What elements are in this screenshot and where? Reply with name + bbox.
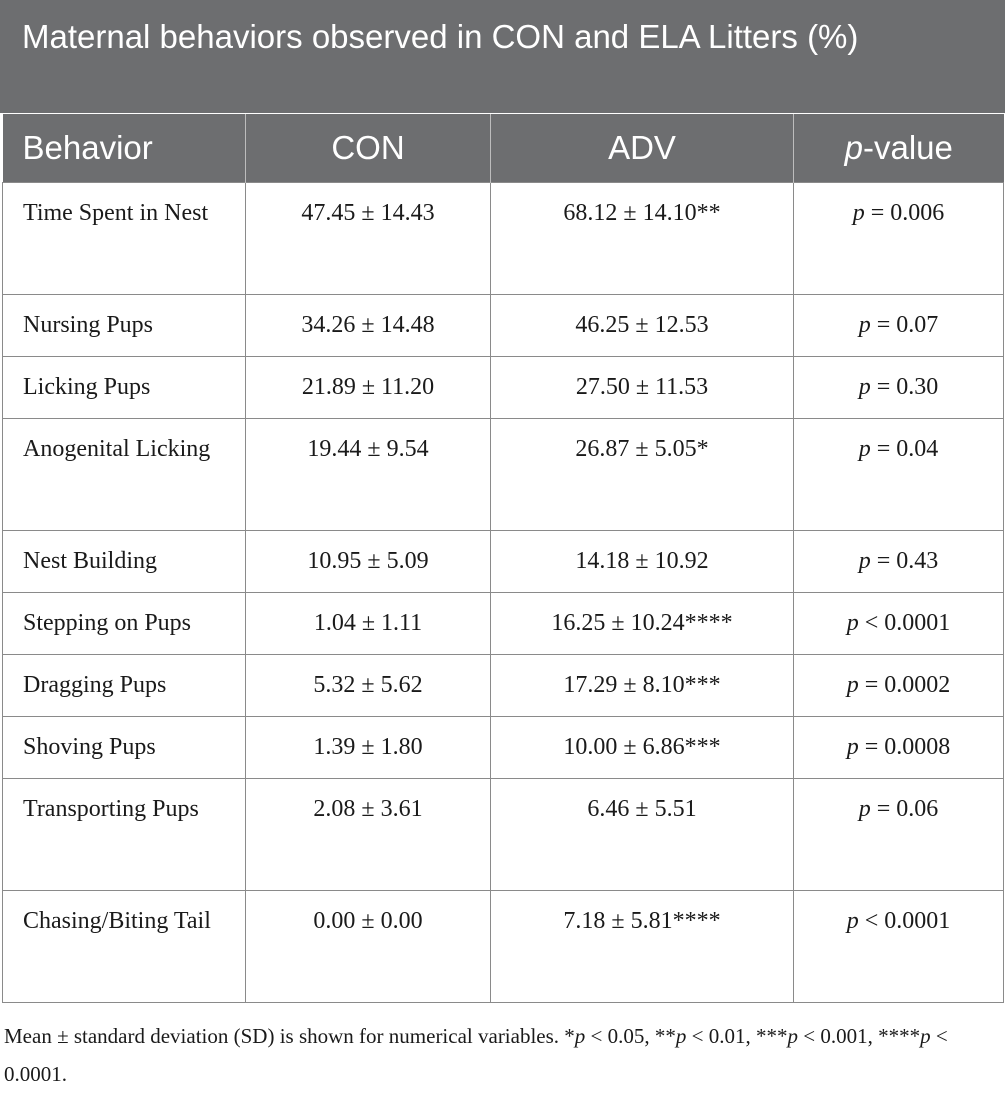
cell-behavior: Transporting Pups xyxy=(3,778,246,890)
header-pvalue-p: p xyxy=(844,128,863,166)
cell-behavior: Anogenital Licking xyxy=(3,418,246,530)
cell-pvalue xyxy=(794,592,1004,654)
header-con: CON xyxy=(246,114,491,182)
cell-adv: 6.46 ± 5.51 xyxy=(491,778,794,890)
cell-pvalue xyxy=(794,356,1004,418)
p-symbol: p xyxy=(852,199,865,226)
cell-adv: 7.18 ± 5.81**** xyxy=(491,890,794,1002)
table-row xyxy=(3,778,1004,890)
p-relation: = 0.30 xyxy=(876,373,939,400)
cell-pvalue xyxy=(794,716,1004,778)
cell-adv: 26.87 ± 5.05* xyxy=(491,418,794,530)
p-symbol: p xyxy=(846,733,859,760)
cell-pvalue xyxy=(794,654,1004,716)
p-symbol: p xyxy=(846,671,859,698)
footnote-p: p xyxy=(675,1023,687,1048)
behavior-table xyxy=(2,114,1004,1003)
p-relation: = 0.07 xyxy=(876,311,939,338)
table-row xyxy=(3,592,1004,654)
header-pvalue-rest: -value xyxy=(862,128,953,166)
cell-behavior: Licking Pups xyxy=(3,356,246,418)
cell-pvalue xyxy=(794,778,1004,890)
cell-behavior: Nest Building xyxy=(3,530,246,592)
cell-behavior: Stepping on Pups xyxy=(3,592,246,654)
footnote-p: p xyxy=(574,1023,586,1048)
cell-con: 19.44 ± 9.54 xyxy=(246,418,491,530)
cell-adv: 10.00 ± 6.86*** xyxy=(491,716,794,778)
p-symbol: p xyxy=(858,435,871,462)
p-relation: = 0.0002 xyxy=(864,671,951,698)
cell-pvalue xyxy=(794,418,1004,530)
p-relation: = 0.04 xyxy=(876,435,939,462)
table-row xyxy=(3,182,1004,294)
table-row xyxy=(3,418,1004,530)
cell-pvalue xyxy=(794,294,1004,356)
p-symbol: p xyxy=(858,373,871,400)
cell-behavior: Time Spent in Nest xyxy=(3,182,246,294)
p-symbol: p xyxy=(846,907,859,934)
cell-behavior: Shoving Pups xyxy=(3,716,246,778)
footnote-lead: Mean ± standard deviation (SD) is shown for numerical variables. * xyxy=(4,1023,575,1048)
cell-con: 1.39 ± 1.80 xyxy=(246,716,491,778)
cell-con: 10.95 ± 5.09 xyxy=(246,530,491,592)
cell-con: 5.32 ± 5.62 xyxy=(246,654,491,716)
cell-pvalue xyxy=(794,182,1004,294)
table-row xyxy=(3,716,1004,778)
cell-adv: 16.25 ± 10.24**** xyxy=(491,592,794,654)
table-row xyxy=(3,294,1004,356)
p-symbol: p xyxy=(858,311,871,338)
table-row xyxy=(3,890,1004,1002)
cell-con: 34.26 ± 14.48 xyxy=(246,294,491,356)
p-relation: < 0.0001 xyxy=(864,907,951,934)
table-title: Maternal behaviors observed in CON and ELA Litters (%) xyxy=(0,0,1005,114)
table-row xyxy=(3,356,1004,418)
footnote-text: < 0.001, **** xyxy=(797,1023,921,1048)
cell-con: 47.45 ± 14.43 xyxy=(246,182,491,294)
footnote-text: < 0.01, *** xyxy=(686,1023,788,1048)
footnote-text: < 0.05, ** xyxy=(585,1023,676,1048)
header-pvalue xyxy=(794,114,1004,182)
p-relation: = 0.43 xyxy=(876,547,939,574)
p-relation: = 0.006 xyxy=(870,199,945,226)
cell-adv: 17.29 ± 8.10*** xyxy=(491,654,794,716)
cell-adv: 27.50 ± 11.53 xyxy=(491,356,794,418)
cell-adv: 14.18 ± 10.92 xyxy=(491,530,794,592)
table-row xyxy=(3,530,1004,592)
p-symbol: p xyxy=(846,609,859,636)
p-relation: < 0.0001 xyxy=(864,609,951,636)
cell-pvalue xyxy=(794,530,1004,592)
p-relation: = 0.06 xyxy=(876,795,939,822)
cell-behavior: Nursing Pups xyxy=(3,294,246,356)
p-relation: = 0.0008 xyxy=(864,733,951,760)
table-footnote xyxy=(0,1017,1000,1093)
header-behavior: Behavior xyxy=(3,114,246,182)
table-row xyxy=(3,654,1004,716)
footnote-p: p xyxy=(787,1023,798,1048)
cell-behavior: Chasing/Biting Tail xyxy=(3,890,246,1002)
cell-con: 0.00 ± 0.00 xyxy=(246,890,491,1002)
footnote-text: < 0.0001. xyxy=(4,1023,948,1086)
cell-adv: 68.12 ± 14.10** xyxy=(491,182,794,294)
cell-con: 2.08 ± 3.61 xyxy=(246,778,491,890)
header-adv: ADV xyxy=(491,114,794,182)
cell-con: 1.04 ± 1.11 xyxy=(246,592,491,654)
footnote-p: p xyxy=(920,1023,931,1048)
p-symbol: p xyxy=(858,547,871,574)
cell-adv: 46.25 ± 12.53 xyxy=(491,294,794,356)
cell-pvalue xyxy=(794,890,1004,1002)
cell-behavior: Dragging Pups xyxy=(3,654,246,716)
p-symbol: p xyxy=(858,795,871,822)
header-row xyxy=(3,114,1004,182)
cell-con: 21.89 ± 11.20 xyxy=(246,356,491,418)
